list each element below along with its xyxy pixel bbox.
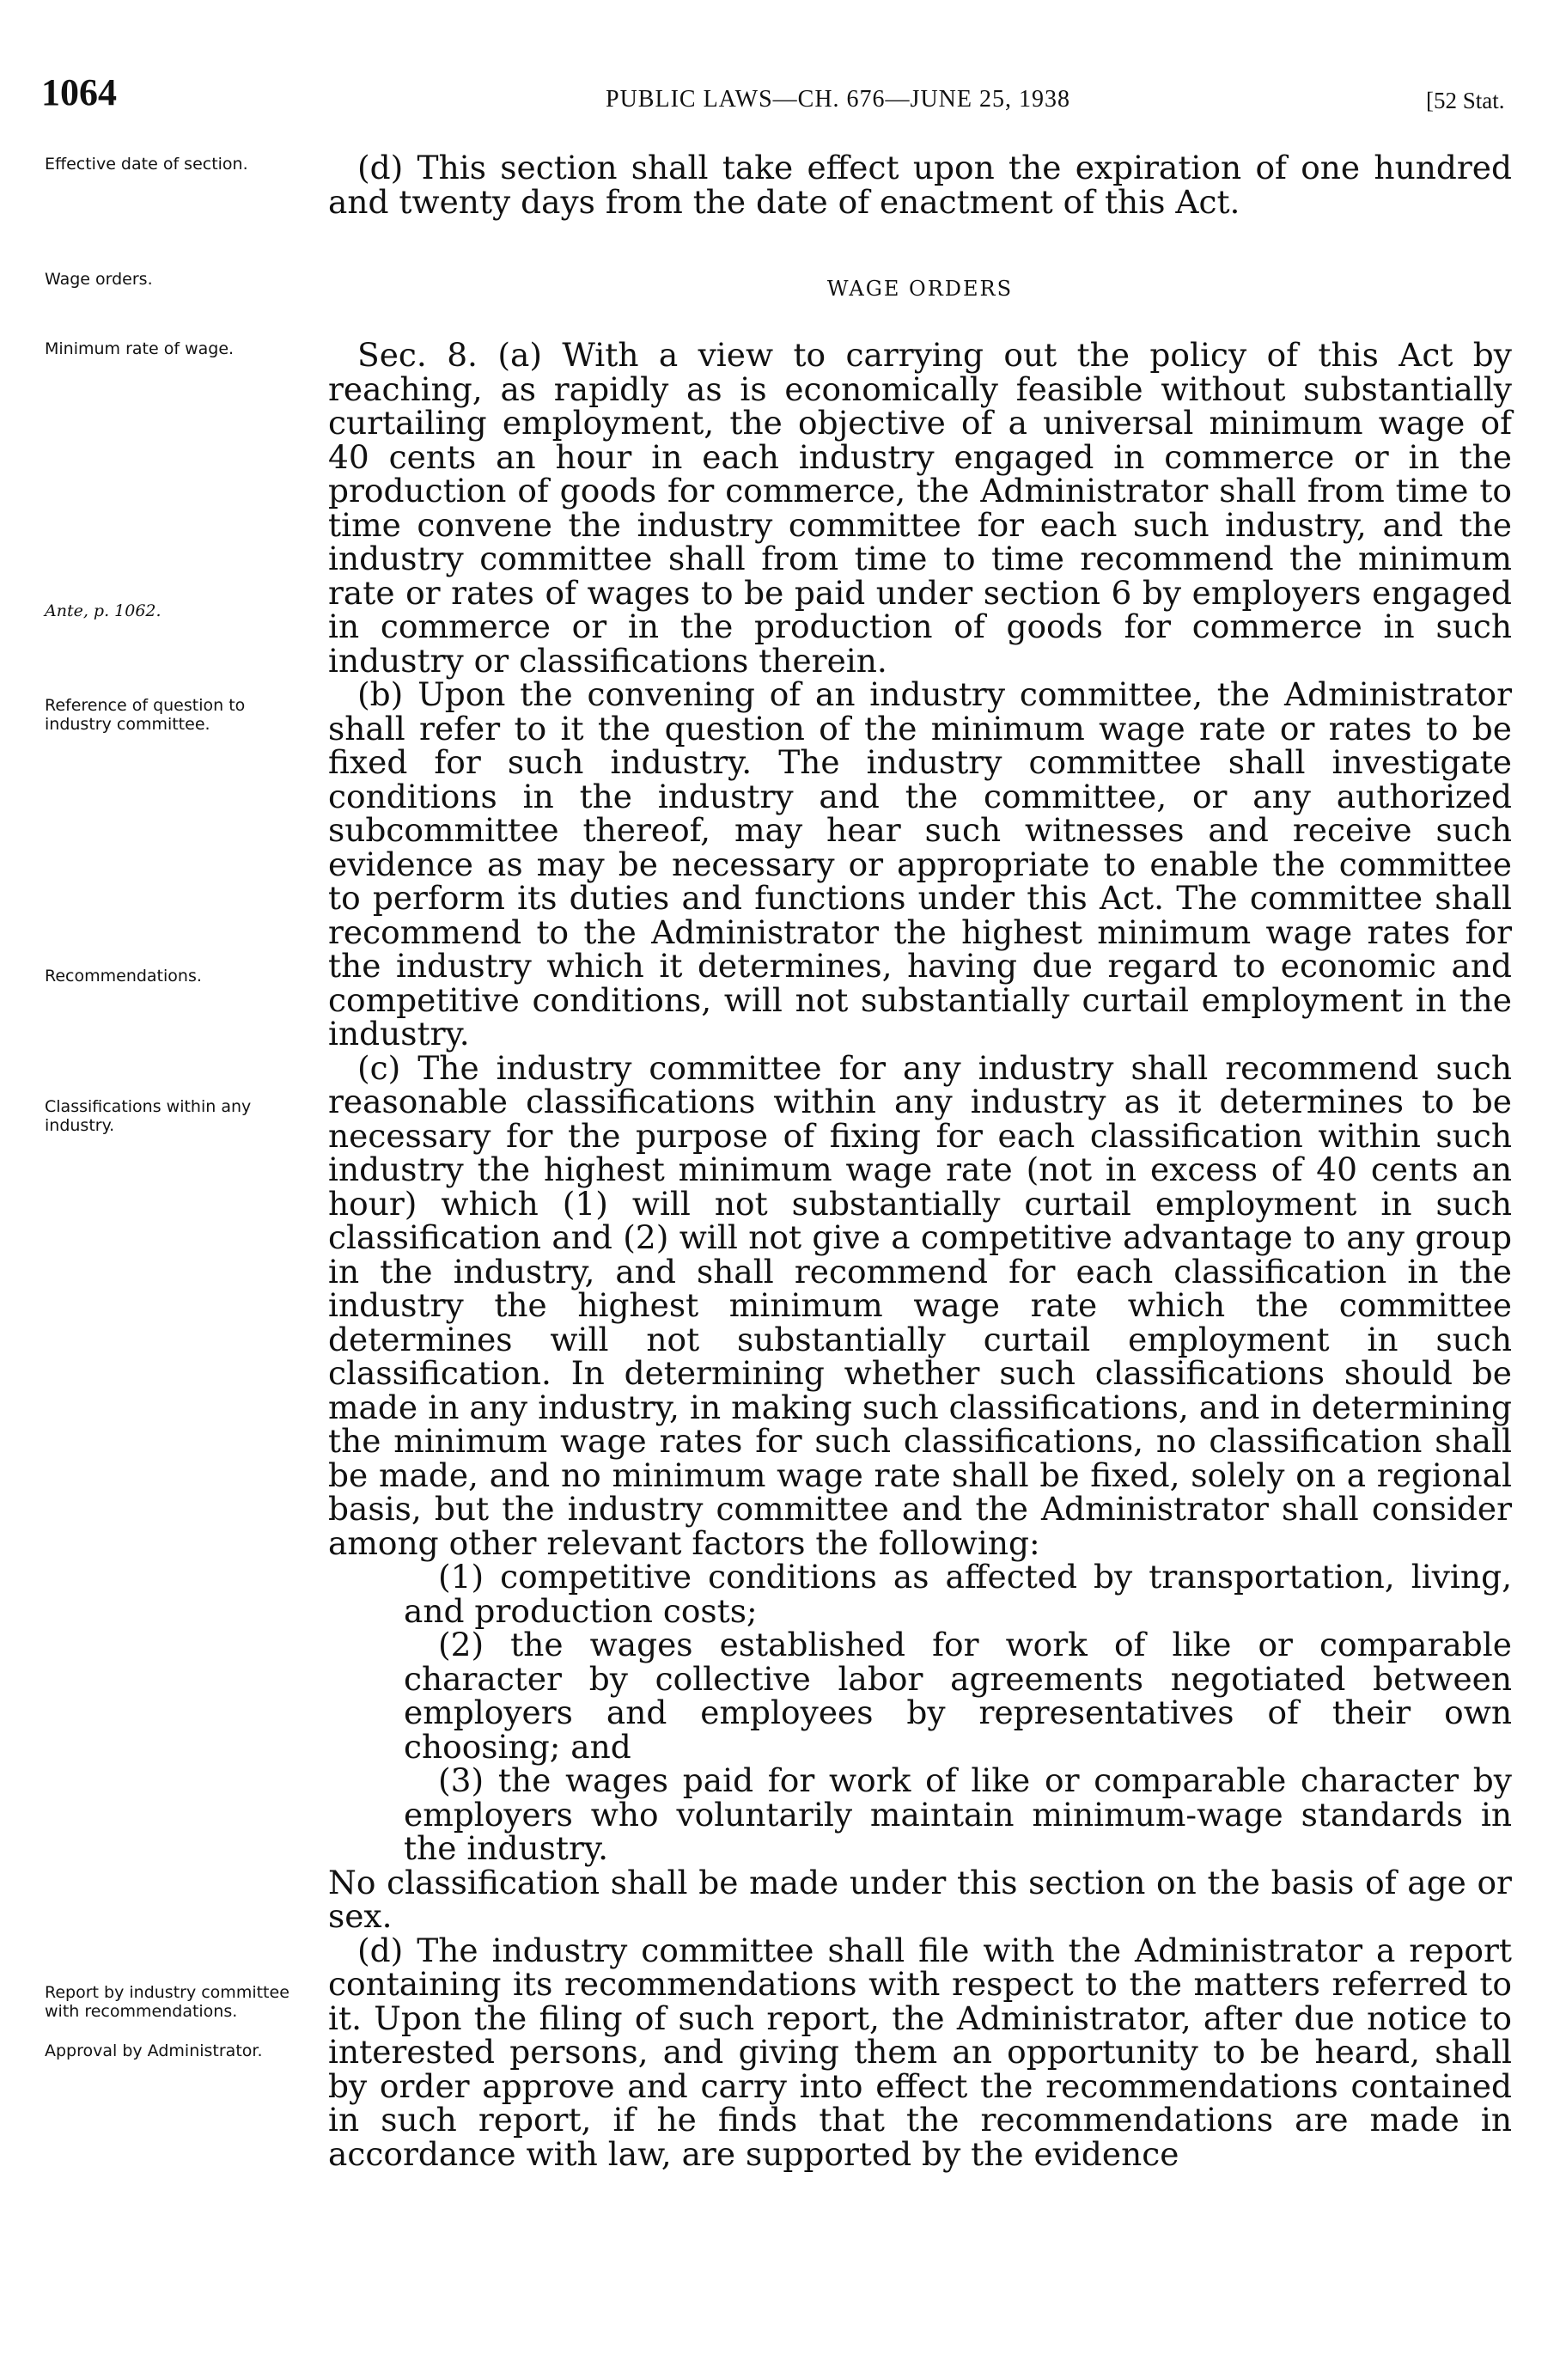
margin-note-minimum-rate: Minimum rate of wage. <box>45 339 235 358</box>
margin-note-reference: Reference of question to industry committee. <box>45 696 246 734</box>
margin-note-approval: Approval by Administrator. <box>45 2041 263 2060</box>
section-8-body <box>328 336 1512 2173</box>
statute-reference: [52 Stat. <box>1426 88 1505 113</box>
section-effective-date <box>328 151 1512 219</box>
list-item: (3) the wages paid for work of like or comparable character by employers who voluntarily maintain minimum-wage standards in the industry. <box>404 1761 1512 1867</box>
list-item: (1) competitive conditions as affected by transportation, living, and production costs; <box>404 1558 1512 1630</box>
margin-note-ante: Ante, p. 1062. <box>45 601 161 620</box>
paragraph-sec8-d: (d) The industry committee shall file with the Administrator a report containing its recommendations with respect to the matters referred to it. Upon the filing of such report, the Administrator, after due notice to interested persons, and giving them an opportunity to be heard, shall by order approve and carry into effect the recommendations contained in such report, if he finds that the recommendations are made in accordance with law, are supported by the evidence <box>328 1931 1512 2173</box>
factors-list <box>328 1560 1512 1866</box>
margin-note-classifications: Classifications within any industry. <box>45 1097 252 1135</box>
paragraph-sec8-a: Sec. 8. (a) With a view to carrying out the policy of this Act by reaching, as rapidly as is economically feasible without substantially curtailing employment, the objective of a universal minimum wage of 40 cents an hour in each industry engaged in commerce or in the production of goods for commerce, the Administrator shall from time to time convene the industry committee for each such industry, and the industry committee shall from time to time recommend the minimum rate or rates of wages to be paid under section 6 by employers engaged in commerce or in the production of goods for commerce in such industry or classifications therein. <box>328 336 1512 680</box>
section-heading: WAGE ORDERS <box>826 277 1014 301</box>
paragraph-sec8-b: (b) Upon the convening of an industry committee, the Administrator shall refer to it the question of the minimum wage rate or rates to be fixed for such industry. The industry committee shall investigate conditions in the industry and the committee, or any authorized subcommittee thereof, may hear such witnesses and receive such evidence as may be necessary or appropriate to enable the committee to perform its duties and functions under this Act. The committee shall recommend to the Administrator the highest minimum wage rates for the industry which it determines, having due regard to economic and competitive conditions, will not substantially curtail employment in the industry. <box>328 675 1512 1053</box>
paragraph-d-effective: (d) This section shall take effect upon the expiration of one hundred and twenty days from the date of enactment of this Act. <box>328 149 1512 221</box>
margin-note-effective-date: Effective date of section. <box>45 155 248 174</box>
list-item: (2) the wages established for work of like or comparable character by collective labor agreements negotiated between employers and employees by representatives of their own choosing; and <box>404 1626 1512 1766</box>
page-number: 1064 <box>41 71 117 113</box>
margin-note-wage-orders: Wage orders. <box>45 270 153 289</box>
running-title: PUBLIC LAWS—CH. 676—JUNE 25, 1938 <box>606 86 1070 113</box>
margin-note-report: Report by industry committee with recommendations. <box>45 1983 289 2021</box>
margin-note-recommendations: Recommendations. <box>45 967 202 986</box>
paragraph-no-classification: No classification shall be made under this section on the basis of age or sex. <box>328 1863 1512 1935</box>
paragraph-sec8-c: (c) The industry committee for any industry shall recommend such reasonable classifications within any industry as it determines to be necessary for the purpose of fixing for each classification within such industry the highest minimum wage rate (not in excess of 40 cents an hour) which (1) will not substantially curtail employment in such classification and (2) will not give a competitive advantage to any group in the industry, and shall recommend for each classification in the industry the highest minimum wage rate which the committee determines will not substantially curtail employment in such classification. In determining whether such classifications should be made in any industry, in making such classifications, and in determining the minimum wage rates for such classifications, no classification shall be made, and no minimum wage rate shall be fixed, solely on a regional basis, but the industry committee and the Administrator shall consider among other relevant factors the following: <box>328 1048 1512 1562</box>
